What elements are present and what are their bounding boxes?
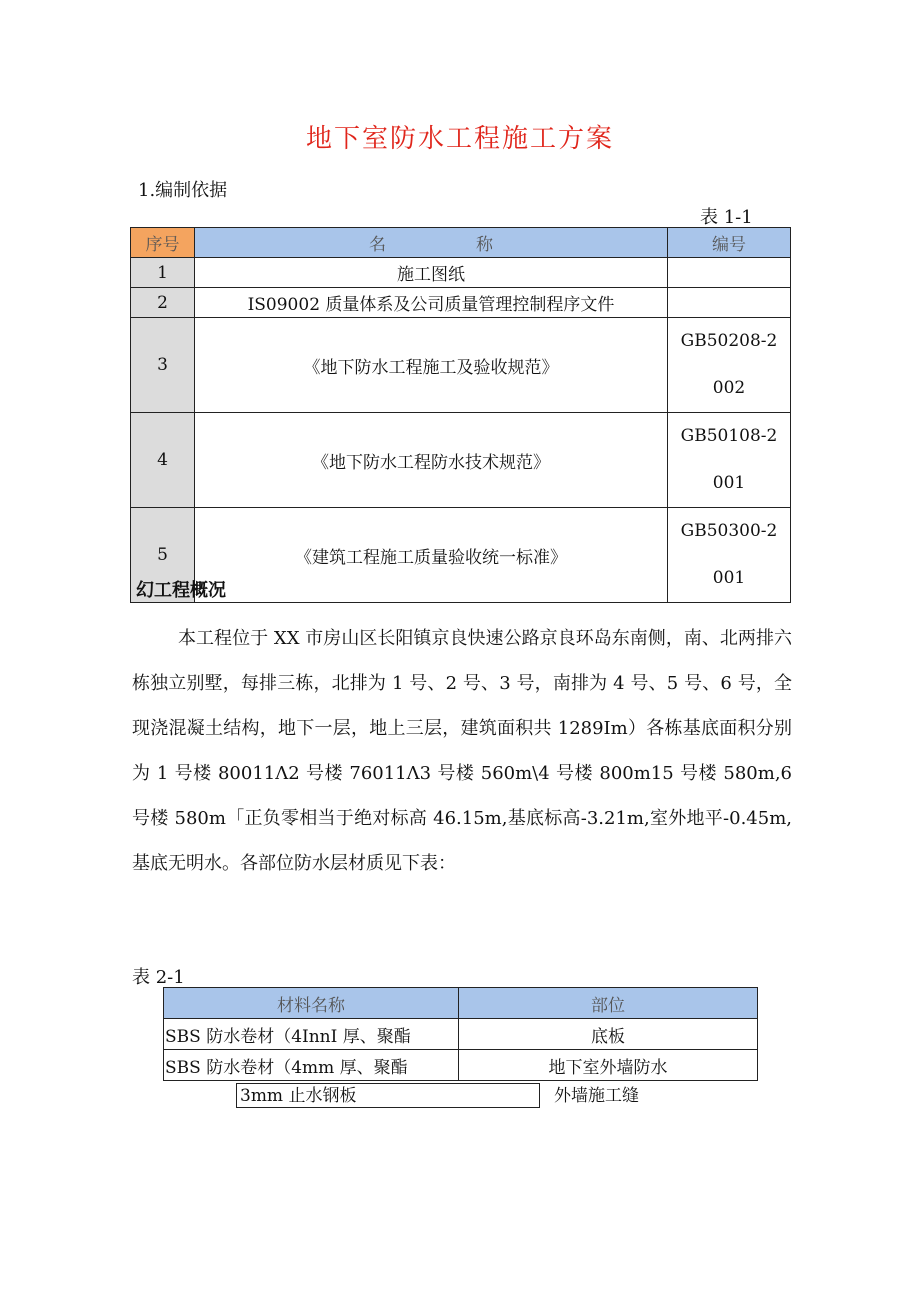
row-position: 地下室外墙防水 [459,1050,758,1081]
row-seq: 3 [131,318,195,413]
row-name: IS09002 质量体系及公司质量管理控制程序文件 [195,288,668,318]
row-code-line-1: GB50300-2 [680,521,778,541]
document-title: 地下室防水工程施工方案 [305,124,614,154]
section-heading-overview: 幻工程概况 [136,580,226,601]
extra-row-material: 3mm 止水钢板 [236,1083,540,1108]
header-material: 材料名称 [164,988,459,1019]
table-row [131,318,791,413]
row-seq: 2 [131,288,195,318]
row-code-line-2: 001 [712,568,746,588]
row-name: 施工图纸 [195,258,668,288]
overview-paragraph: 本工程位于 XX 市房山区长阳镇京良快速公路京良环岛东南侧，南、北两排六栋独立别墅，每排三栋，北排为 1 号、2 号、3 号，南排为 4 号、5 号、6 号，全现浇混凝土结构，地下一层，地上三层，建筑面积共 1289Im）各栋基底面积分别为 1 号楼 80011Λ2 号楼 76011Λ3 号楼 560m\4 号楼 800m15 号楼 580m,6 号楼 580m「正负零相当于绝对标高 46.15m,基底标高-3.21m,室外地平-0.45m,基底无明水。各部位防水层材质见下表： [132,628,792,874]
row-code [668,508,791,603]
row-material: SBS 防水卷材（4InnI 厚、聚酯 [164,1019,459,1050]
row-name: 《建筑工程施工质量验收统一标准》 [195,508,668,603]
row-code [668,413,791,508]
row-name: 《地下防水工程施工及验收规范》 [195,318,668,413]
row-seq: 5 [131,508,195,603]
row-code-line-1: GB50208-2 [680,331,778,351]
header-code: 编号 [668,228,791,258]
header-name [195,228,668,258]
row-seq: 1 [131,258,195,288]
header-name-part-a: 名 [369,235,386,255]
table-row [164,1050,758,1081]
table-caption-1-1: 表 1-1 [700,207,753,228]
table-row [164,1019,758,1050]
table-header-row [131,228,791,258]
row-seq: 4 [131,413,195,508]
materials-table [163,987,758,1081]
row-code-line-2: 001 [712,473,746,493]
table-row [131,508,791,603]
table-header-row [164,988,758,1019]
row-code-line-2: 002 [712,378,746,398]
table-row [131,413,791,508]
row-code [668,288,791,318]
row-code [668,318,791,413]
table-row [131,258,791,288]
header-position: 部位 [459,988,758,1019]
header-name-part-b: 称 [476,235,493,255]
extra-row-position: 外墙施工缝 [554,1086,639,1106]
row-material: SBS 防水卷材（4mm 厚、聚酯 [164,1050,459,1081]
row-code-line-1: GB50108-2 [680,426,778,446]
basis-table [130,227,791,603]
row-name: 《地下防水工程防水技术规范》 [195,413,668,508]
row-position: 底板 [459,1019,758,1050]
table-row [131,288,791,318]
section-heading-basis: 1.编制依据 [138,180,228,201]
header-seq: 序号 [131,228,195,258]
row-code [668,258,791,288]
table-caption-2-1: 表 2-1 [132,967,185,988]
